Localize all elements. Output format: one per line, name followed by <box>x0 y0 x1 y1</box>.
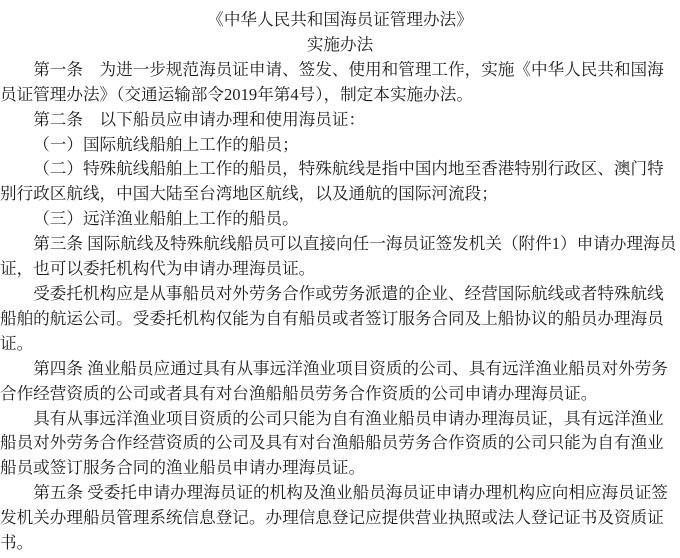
paragraph-article-4-cont: 具有从事远洋渔业项目资质的公司只能为自有渔业船员申请办理海员证，具有远洋渔业船员对外劳务合作经营资质的公司及具有对台渔船船员劳务合作资质的公司只能为自有渔业船员或签订服务合同的渔业船员申请办理海员证。 <box>0 408 664 478</box>
paragraph-article-3: 第三条 国际航线及特殊航线船员可以直接向任一海员证签发机关（附件1）申请办理海员证，也可以委托机构代为申请办理海员证。 <box>0 234 677 279</box>
paragraph-article-2-item-2: （二）特殊航线船舶上工作的船员，特殊航线是指中国内地至香港特别行政区、澳门特别行政区航线，中国大陆至台湾地区航线，以及通航的国际河流段； <box>0 159 664 204</box>
paragraph-article-1: 第一条 为进一步规范海员证申请、签发、使用和管理工作，实施《中华人民共和国海员证管理办法》（交通运输部令2019年第4号），制定本实施办法。 <box>0 59 664 104</box>
document-subtitle: 实施办法 <box>306 34 374 54</box>
paragraph-article-4: 第四条 渔业船员应通过具有从事远洋渔业项目资质的公司、具有远洋渔业船员对外劳务合作经营资质的公司或者具有对台渔船船员劳务合作资质的公司申请办理海员证。 <box>0 358 668 403</box>
paragraph-article-3-cont: 受委托机构应是从事船员对外劳务合作或劳务派遣的企业、经营国际航线或者特殊航线船舶的航运公司。受委托机构仅能为自有船员或者签订服务合同及上船协议的船员办理海员证。 <box>0 283 664 353</box>
document-title: 《中华人民共和国海员证管理办法》 <box>207 10 473 29</box>
paragraph-article-2-item-3: （三）远洋渔业船舶上工作的船员。 <box>33 209 299 229</box>
paragraph-article-2: 第二条 以下船员应申请办理和使用海员证： <box>33 109 366 129</box>
paragraph-article-2-item-1: （一）国际航线船舶上工作的船员； <box>33 134 299 154</box>
paragraph-article-5: 第五条 受委托申请办理海员证的机构及渔业船员海员证申请办理机构应向相应海员证签发机关办理船员管理系统信息登记。办理信息登记应提供营业执照或法人登记证书及资质证书。 <box>0 483 668 553</box>
